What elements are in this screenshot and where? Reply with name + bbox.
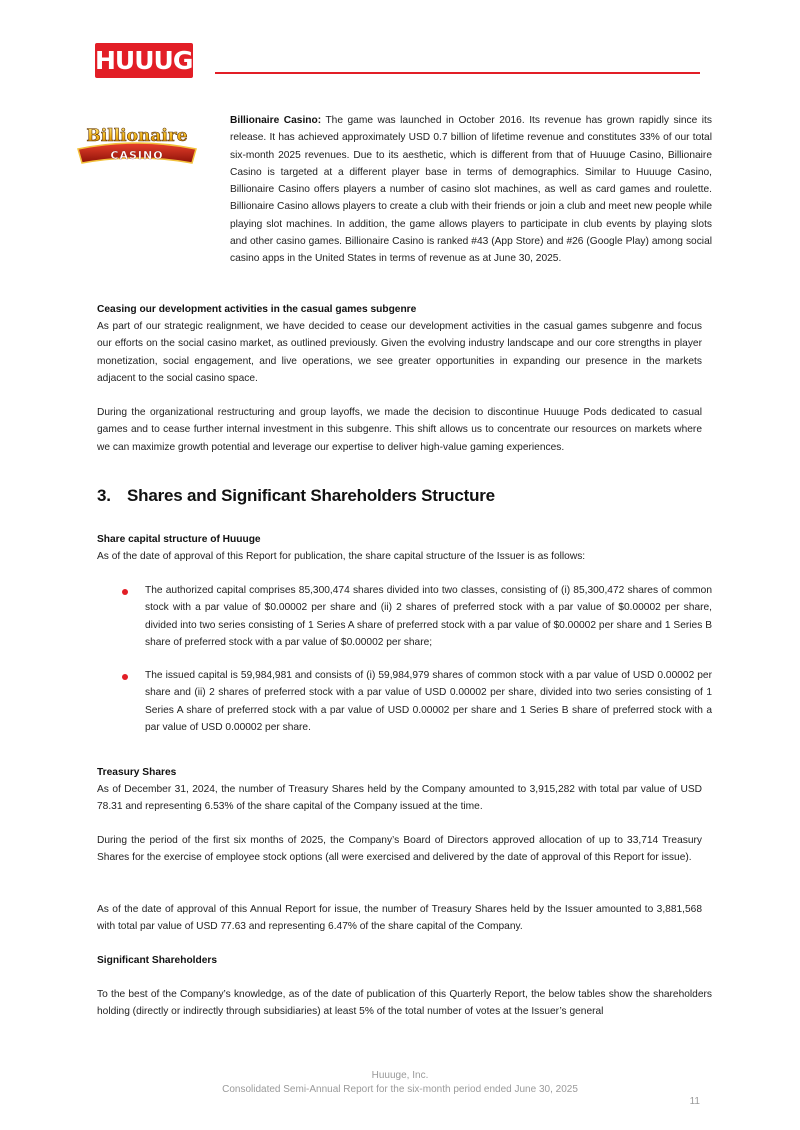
- page-number: 11: [689, 1096, 700, 1107]
- header-divider: [215, 72, 700, 74]
- treasury-heading: Treasury Shares: [97, 767, 177, 778]
- significant-heading: Significant Shareholders: [97, 955, 218, 966]
- treasury-paragraph-3: As of the date of approval of this Annual Report for issue, the number of Treasury Shares held by the Issuer amounted to 3,881,568 with total par value of USD 77.63 and representing 6.47% of the share capital of the Company.: [97, 904, 702, 933]
- billionaire-lead: Billionaire Casino:: [230, 115, 322, 126]
- share-capital-intro: As of the date of approval of this Report for publication, the share capital structure of the Issuer is as follows:: [97, 551, 586, 562]
- ceasing-paragraph-1: As part of our strategic realignment, we have decided to cease our development activities in the casual games subgenre and focus our efforts on the social casino market, as outlined previously. Given the evolving industry landscape and our core strengths in player monetization, social engagement, and live operations, we see greater opportunities in expanding our presence in the markets adjacent to the social casino space.: [97, 321, 702, 384]
- section-title-text: Shares and Significant Shareholders Structure: [127, 486, 495, 505]
- section-number: 3.: [97, 486, 111, 505]
- footer-report-title: Consolidated Semi-Annual Report for the six-month period ended June 30, 2025: [222, 1084, 578, 1095]
- bullet-marker: [122, 674, 130, 682]
- ceasing-paragraph-2: During the organizational restructuring and group layoffs, we made the decision to discontinue Huuuge Pods dedicated to casual games and to cease further internal investment in this subgenre. This shift allows us to concentrate our resources on markets where we can maximize growth potential and leverage our expertise to deliver high-value gaming experiences.: [97, 407, 702, 453]
- bullet-marker: [122, 589, 130, 597]
- share-capital-heading: Share capital structure of Huuuge: [97, 534, 261, 545]
- billionaire-body: The game was launched in October 2016. Its revenue has grown rapidly since its release. It has achieved approximately USD 0.7 billion of lifetime revenue and constitutes 33% of our total six-month 2025 revenues. Due to its aesthetic, which is different from that of Huuuge Casino, Billionaire Casino is targeted at a different player base in terms of demographics. Similar to Huuuge Casino, Billionaire Casino offers players a number of casino slot machines, as well as card games and roulette. Billionaire Casino allows players to create a club with their friends or join a club and meet new people while playing slot machines. In addition, the game allows players to participate in club events by playing slots and other casino games. Billionaire Casino is ranked #43 (App Store) and #26 (Google Play) among social casino apps in the United States in terms of revenue as at June 30, 2025.: [230, 115, 712, 265]
- treasury-paragraph-2: During the period of the first six months of 2025, the Company’s Board of Directors approved allocation of up to 33,714 Treasury Shares for the exercise of employee stock options (all were exercised and delivered by the date of approval of this Report for issue).: [97, 835, 702, 864]
- billionaire-casino-paragraph: [230, 112, 712, 268]
- treasury-paragraph-1: As of December 31, 2024, the number of Treasury Shares held by the Company amounted to 3,915,282 with total par value of USD 78.31 and representing 6.53% of the share capital of the Company issued at the time.: [97, 784, 702, 813]
- billionaire-casino-logo: [76, 119, 198, 171]
- share-capital-bullet-1: The authorized capital comprises 85,300,474 shares divided into two classes, consisting of (i) 85,300,472 shares of common stock with a par value of $0.00002 per share and (ii) 2 shares of preferred stock with a par value of $0.00002 per share, divided into two series consisting of 1 Series A share of preferred stock with a par value of $0.00002 per share and 1 Series B share of preferred stock with a par value of $0.00002 per share;: [145, 585, 712, 648]
- section-title: [97, 486, 495, 506]
- huuuge-logo: HUUUGE: [95, 43, 193, 78]
- footer-company: Huuuge, Inc.: [371, 1070, 429, 1081]
- share-capital-bullet-2: The issued capital is 59,984,981 and consists of (i) 59,984,979 shares of common stock with a par value of USD 0.00002 per share and (ii) 2 shares of preferred stock with a par value of USD 0.00002 per share, divided into two series consisting of 1 Series A share of preferred stock with a par value of USD 0.00002 per share and 1 Series B share of preferred stock with a par value of USD 0.00002 per share.: [145, 670, 712, 733]
- billionaire-logo-word: Billionaire: [86, 126, 188, 146]
- ceasing-heading: Ceasing our development activities in the casual games subgenre: [97, 304, 417, 315]
- casino-logo-word: CASINO: [110, 149, 164, 162]
- significant-paragraph: To the best of the Company’s knowledge, as of the date of publication of this Quarterly Report, the below tables show the shareholders holding (directly or indirectly through subsidiaries) at least 5% of the total number of votes at the Issuer’s general: [97, 989, 712, 1018]
